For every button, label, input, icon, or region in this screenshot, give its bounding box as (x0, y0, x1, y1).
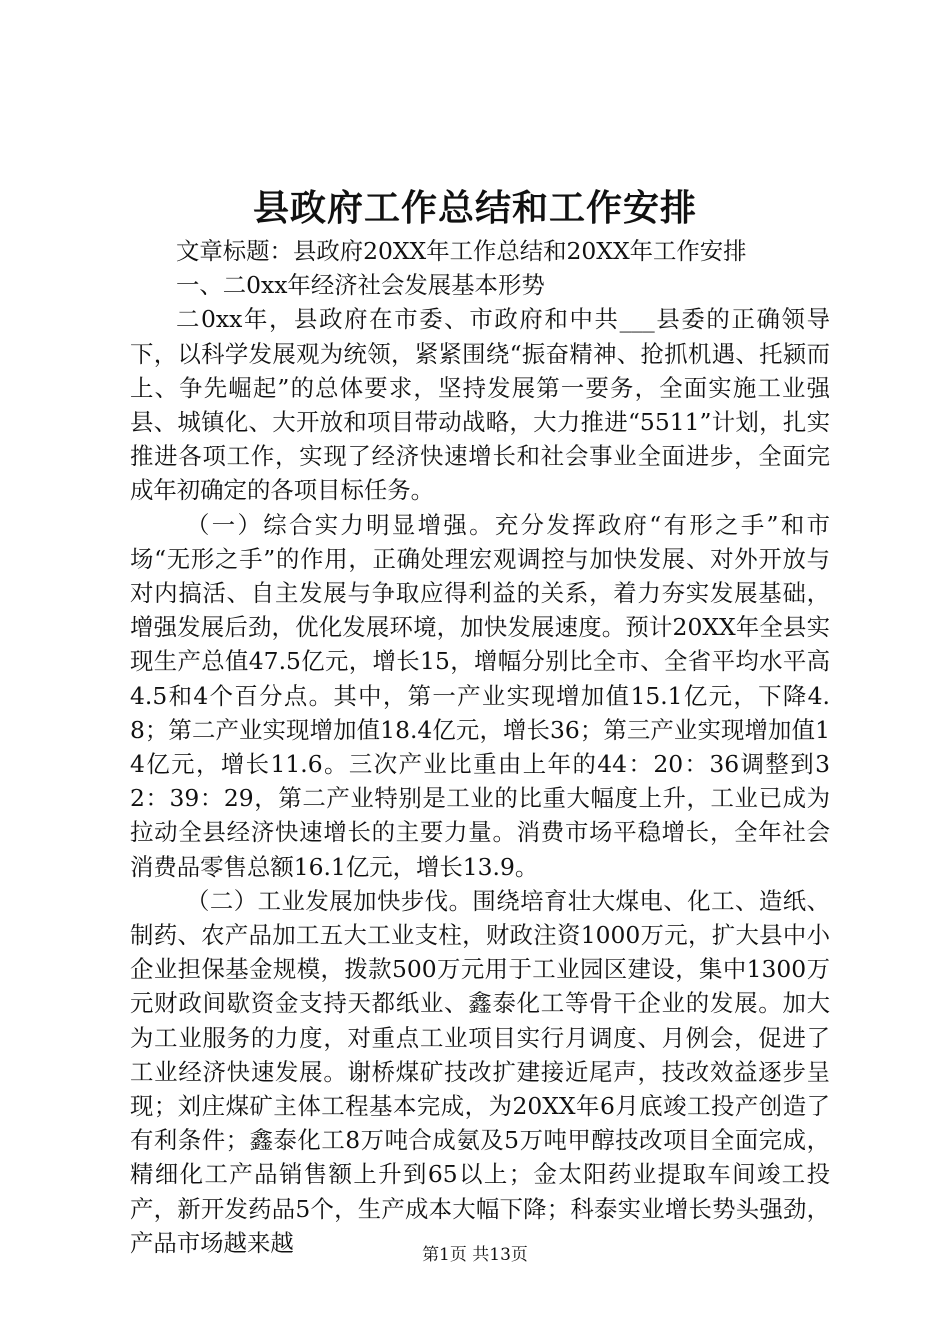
document-title: 县政府工作总结和工作安排 (252, 187, 697, 229)
article-title-line: 文章标题：县政府20XX年工作总结和20XX年工作安排 (176, 237, 747, 265)
paragraph-overview: 二0xx年，县政府在市委、市政府和中共___县委的正确领导下，以科学发展观为统领，紧紧围绕“振奋精神、抢抓机遇、托颍而上、争先崛起”的总体要求，坚持发展第一要务，全面实施工业强县、城镇化、大开放和项目带动战略，大力推进“5511”计划，扎实推进各项工作，实现了经济快速增长和社会事业全面进步，全面完成年初确定的各项目标任务。 (130, 305, 830, 505)
section-heading: 一、二0xx年经济社会发展基本形势 (176, 271, 545, 300)
document-body (130, 234, 830, 1260)
page-footer: 第1页 共13页 (422, 1245, 528, 1265)
paragraph-comprehensive-strength: （一）综合实力明显增强。充分发挥政府“有形之手”和市场“无形之手”的作用，正确处理宏观调控与加快发展、对外开放与对内搞活、自主发展与争取应得利益的关系，着力夯实发展基础，增强发展后劲，优化发展环境，加快发展速度。预计20XX年全县实现生产总值47.5亿元，增长15，增幅分别比全市、全省平均水平高4.5和4个百分点。其中，第一产业实现增加值15.1亿元，下降4.8；第二产业实现增加值18.4亿元，增长36；第三产业实现增加值14亿元，增长11.6。三次产业比重由上年的44：20：36调整到32：39：29，第二产业特别是工业的比重大幅度上升，工业已成为拉动全县经济快速增长的主要力量。消费市场平稳增长，全年社会消费品零售总额16.1亿元，增长13.9。 (130, 510, 830, 881)
paragraph-industrial-development: （二）工业发展加快步伐。围绕培育壮大煤电、化工、造纸、制药、农产品加工五大工业支柱，财政注资1000万元，扩大县中小企业担保基金规模，拨款500万元用于工业园区建设，集中1300万元财政间歇资金支持天都纸业、鑫泰化工等骨干企业的发展。加大为工业服务的力度，对重点工业项目实行月调度、月例会，促进了工业经济快速发展。谢桥煤矿技改扩建接近尾声，技改效益逐步呈现；刘庄煤矿主体工程基本完成，为20XX年6月底竣工投产创造了有利条件；鑫泰化工8万吨合成氨及5万吨甲醇技改项目全面完成，精细化工产品销售额上升到65以上；金太阳药业提取车间竣工投产，新开发药品5个，生产成本大幅下降；科泰实业增长势头强劲，产品市场越来越 (130, 886, 830, 1257)
